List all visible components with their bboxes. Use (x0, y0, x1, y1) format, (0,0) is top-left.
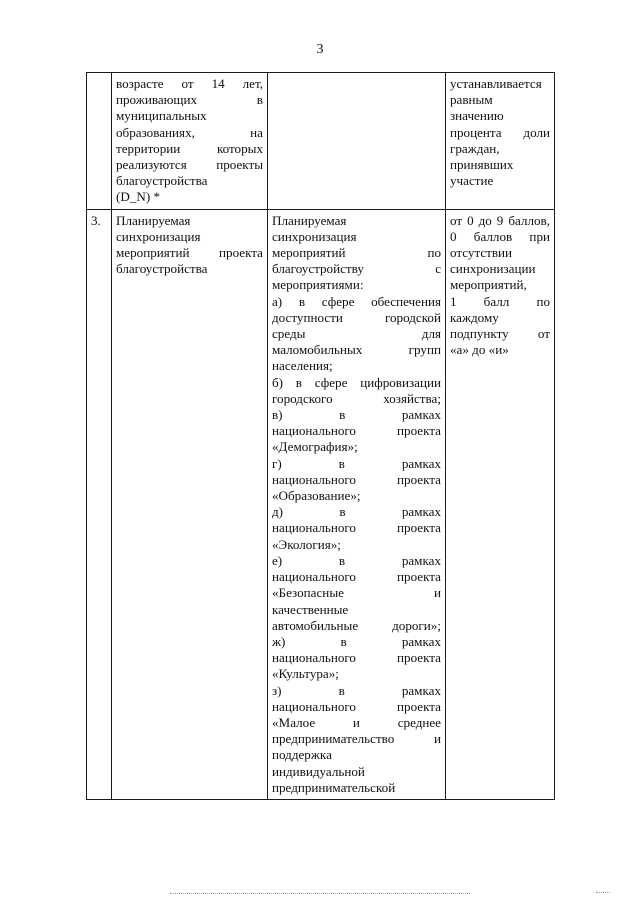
text-line: каждому (450, 309, 499, 325)
text-line: благоустройства (116, 173, 208, 189)
text-line: благоустройству с (272, 261, 441, 277)
text-line: «Демография»; (272, 439, 358, 455)
text-line: национального проекта (272, 423, 441, 439)
text-line: благоустройства (116, 261, 208, 277)
text-line: «Культура»; (272, 666, 339, 682)
description-cell (268, 209, 446, 799)
text-line: отсутствии (450, 245, 513, 261)
text-line: предпринимательство и (272, 731, 441, 747)
text-line: синхронизации (450, 261, 536, 277)
text-line: территории которых (116, 140, 263, 156)
text-line: «Малое и среднее (272, 714, 441, 730)
text-line: «Экология»; (272, 536, 341, 552)
text-line: Планируемая (116, 212, 191, 228)
text-line: участие (450, 173, 494, 189)
table-row (87, 209, 555, 799)
row-number-cell (87, 73, 112, 210)
text-line: принявших (450, 157, 514, 173)
text-line: автомобильные дороги»; (272, 617, 441, 633)
text-line: б) в сфере цифровизации (272, 374, 441, 390)
text-line: Планируемая (272, 212, 347, 228)
text-line: национального проекта (272, 471, 441, 487)
criterion-cell (112, 209, 268, 799)
text-line: синхронизация (116, 228, 201, 244)
text-line: равным (450, 92, 493, 108)
text-line: качественные (272, 601, 349, 617)
text-line: «Образование»; (272, 488, 361, 504)
text-line: реализуются проекты (116, 157, 263, 173)
text-line: мероприятиями: (272, 277, 364, 293)
text-line: индивидуальной (272, 763, 365, 779)
criteria-table (86, 72, 555, 800)
text-line: устанавливается (450, 76, 542, 91)
text-line: возрасте от 14 лет, (116, 76, 263, 91)
text-line: синхронизация (272, 228, 357, 244)
text-line: проживающих в (116, 92, 263, 108)
text-line: от 0 до 9 баллов, (450, 212, 550, 228)
text-line: подпункту от (450, 326, 550, 342)
text-line: 1 балл по (450, 293, 550, 309)
text-line: поддержка (272, 747, 332, 763)
text-line: образованиях, на (116, 124, 263, 140)
criterion-cell (112, 73, 268, 210)
text-line: мероприятий, (450, 277, 527, 293)
scan-artifact (596, 892, 610, 895)
criteria-table-body (87, 73, 555, 800)
text-line: мероприятий по (272, 245, 441, 261)
text-line: национального проекта (272, 569, 441, 585)
text-line: граждан, (450, 140, 500, 156)
table-row (87, 73, 555, 210)
text-line: маломобильных групп (272, 342, 441, 358)
text-line: процента доли (450, 124, 550, 140)
text-line: предпринимательской (272, 779, 396, 795)
description-cell (268, 73, 446, 210)
text-line: значению (450, 108, 504, 124)
text-line: национального проекта (272, 520, 441, 536)
text-line: городского хозяйства; (272, 390, 441, 406)
text-line: (D_N) * (116, 189, 160, 205)
text-line: муниципальных (116, 108, 207, 124)
text-line: доступности городской (272, 309, 441, 325)
text-line: национального проекта (272, 650, 441, 666)
text-line: «а» до «и» (450, 342, 509, 358)
text-line: ж) в рамках (272, 633, 441, 649)
text-line: 0 баллов при (450, 228, 550, 244)
text-line: д) в рамках (272, 504, 441, 520)
row-number-cell: 3. (87, 209, 112, 799)
scan-artifact (170, 893, 470, 896)
score-cell (446, 209, 555, 799)
text-line: мероприятий проекта (116, 245, 263, 261)
text-line: «Безопасные и (272, 585, 441, 601)
text-line: а) в сфере обеспечения (272, 293, 441, 309)
text-line: национального проекта (272, 698, 441, 714)
score-cell (446, 73, 555, 210)
text-line: г) в рамках (272, 455, 441, 471)
text-line: среды для (272, 326, 441, 342)
text-line: в) в рамках (272, 407, 441, 423)
text-line: з) в рамках (272, 682, 441, 698)
text-line: населения; (272, 358, 333, 374)
page-number: 3 (316, 42, 324, 57)
text-line: е) в рамках (272, 552, 441, 568)
